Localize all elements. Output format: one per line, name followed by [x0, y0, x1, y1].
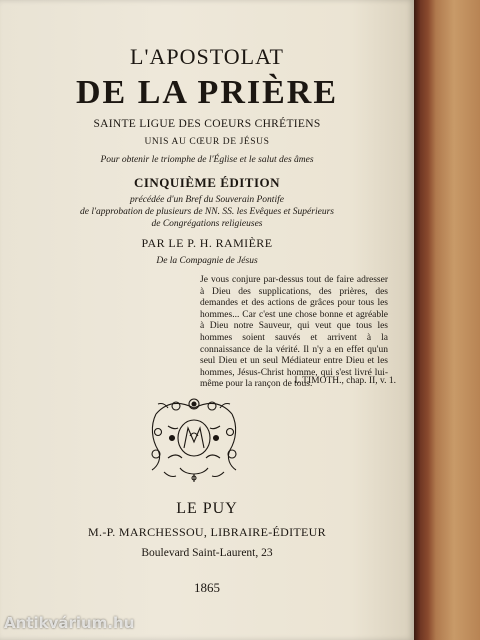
preceded-line-3: de Congrégations religieuses — [151, 219, 263, 229]
subtitle-line-3: Pour obtenir le triomphe de l'Église et le salut des âmes — [100, 155, 314, 165]
preceded-line-1: précédée d'un Bref du Souverain Pontife — [130, 195, 284, 205]
subtitle-line-2: UNIS AU CŒUR DE JÉSUS — [144, 137, 270, 147]
author-name: PAR LE P. H. RAMIÈRE — [141, 236, 273, 250]
preceded-line-2: de l'approbation de plusieurs de NN. SS. les Evêques et Supérieurs — [80, 207, 334, 217]
author-society: De la Compagnie de Jésus — [156, 256, 258, 266]
imprint-address: Boulevard Saint-Laurent, 23 — [141, 547, 273, 559]
epigraph-text: Je vous conjure par-dessus tout de faire adresser à Dieu des supplications, des prières, des demandes et des actions de grâces pour tous les hommes... Car c'est une chose bonne et agréable à Dieu notre Sauveur, qui veut que tous les hommes soient sauvés et arrivent à la connaissance de la vérité. Il n'y a en effet qu'un seul Dieu et un seul Médiateur entre Dieu et les hommes, Jésus-Christ homme, qui s'est livré lui-même pour la rançon de tous. — [200, 275, 388, 390]
imprint-year: 1865 — [194, 580, 220, 595]
title-line-2: DE LA PRIÈRE — [75, 74, 339, 111]
imprint-place: LE PUY — [176, 500, 238, 517]
imprint-publisher: M.-P. MARCHESSOU, LIBRAIRE-ÉDITEUR — [88, 525, 326, 539]
subtitle-line-1: SAINTE LIGUE DES COEURS CHRÉTIENS — [93, 118, 321, 130]
book-binding — [414, 0, 480, 640]
edition-label: CINQUIÈME ÉDITION — [133, 175, 281, 190]
binding-edge — [414, 0, 420, 640]
site-watermark: Antikvárium.hu — [4, 614, 135, 632]
title-line-1: L'APOSTOLAT — [130, 44, 284, 69]
epigraph-reference: I. TIMOTH., chap. II, v. 1. — [294, 376, 396, 386]
floral-monogram-vignette-icon — [146, 392, 242, 484]
